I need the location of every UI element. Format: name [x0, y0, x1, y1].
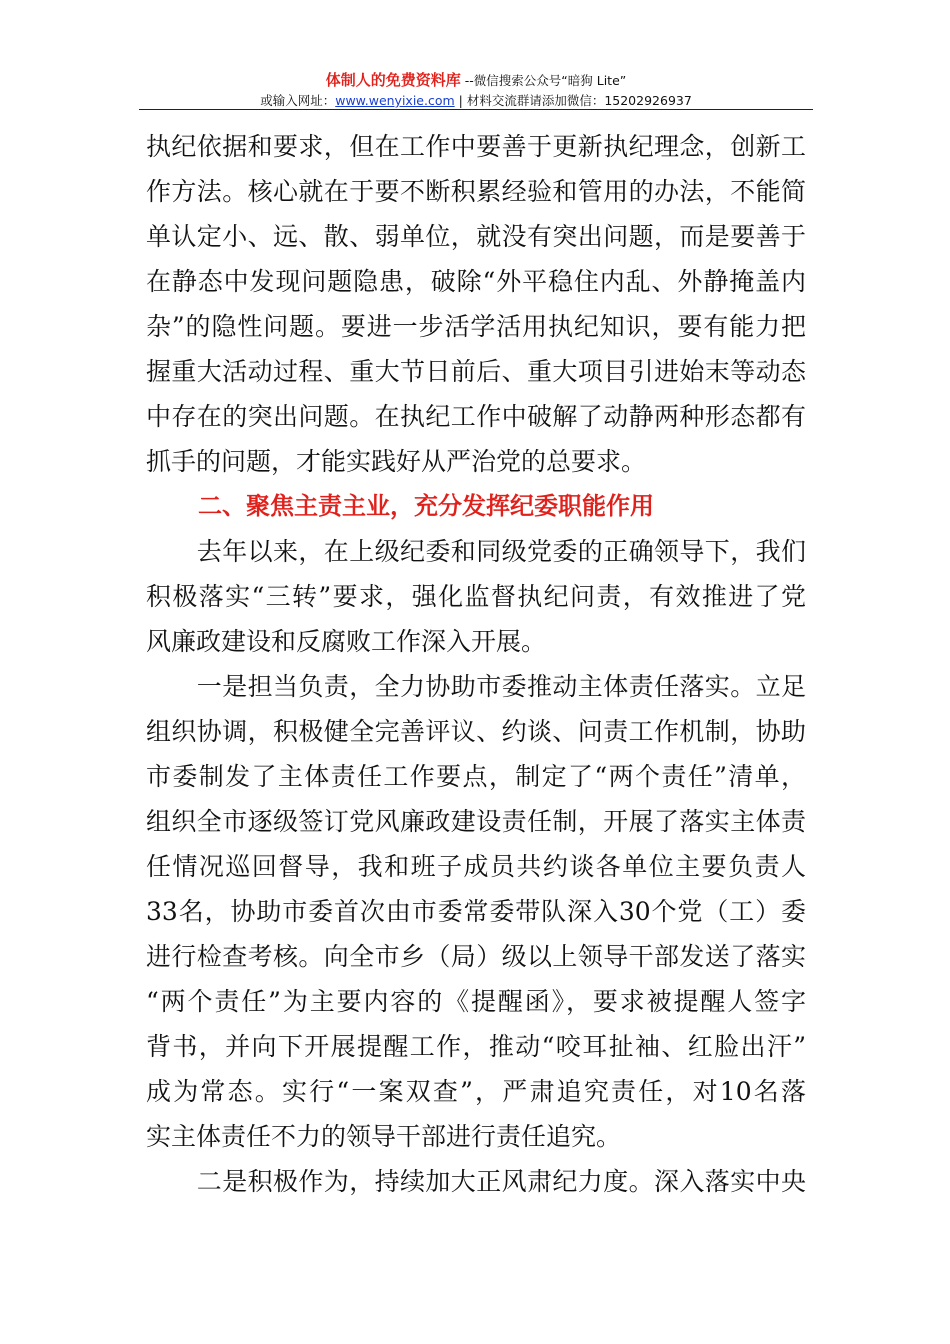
body-line: 握重大活动过程、重大节日前后、重大项目引进始末等动态	[146, 357, 806, 386]
body-line: 风廉政建设和反腐败工作深入开展。	[146, 627, 547, 656]
body-line: 一是担当负责，全力协助市委推动主体责任落实。立足	[146, 672, 806, 701]
body-line: 组织全市逐级签订党风廉政建设责任制，开展了落实主体责	[146, 807, 806, 836]
body-line: 中存在的突出问题。在执纪工作中破解了动静两种形态都有	[146, 402, 806, 431]
body-line: 执纪依据和要求，但在工作中要善于更新执纪理念，创新工	[146, 132, 806, 161]
header-title-rest: --微信搜索公众号“暗狗 Lite”	[460, 73, 627, 88]
body-line: 杂”的隐性问题。要进一步活学活用执纪知识，要有能力把	[146, 312, 806, 341]
body-line: 抓手的问题，才能实践好从严治党的总要求。	[146, 447, 647, 476]
body-line: 背书，并向下开展提醒工作，推动“咬耳扯袖、红脸出汗”	[146, 1032, 806, 1061]
header-url-link[interactable]: www.wenyixie.com	[335, 93, 455, 108]
body-line: 市委制发了主体责任工作要点，制定了“两个责任”清单，	[146, 762, 806, 791]
body-line: 积极落实“三转”要求，强化监督执纪问责，有效推进了党	[146, 582, 806, 611]
body-line: 作方法。核心就在于要不断积累经验和管用的办法，不能简	[146, 177, 806, 206]
body-line: 二是积极作为，持续加大正风肃纪力度。深入落实中央	[146, 1167, 806, 1196]
page-header	[139, 70, 813, 110]
body-line: 33名，协助市委首次由市委常委带队深入30个党（工）委	[146, 897, 806, 926]
body-line: 组织协调，积极健全完善评议、约谈、问责工作机制，协助	[146, 717, 806, 746]
header-wechat-info: | 材料交流群请添加微信：15202926937	[454, 93, 692, 108]
document-body	[146, 124, 806, 1204]
body-line: 实主体责任不力的领导干部进行责任追究。	[146, 1122, 622, 1151]
section-heading: 二、聚焦主责主业，充分发挥纪委职能作用	[198, 492, 654, 520]
body-line: “两个责任”为主要内容的《提醒函》，要求被提醒人签字	[146, 987, 806, 1016]
body-line: 进行检查考核。向全市乡（局）级以上领导干部发送了落实	[146, 942, 806, 971]
body-line: 去年以来，在上级纪委和同级党委的正确领导下，我们	[146, 537, 806, 566]
body-line: 成为常态。实行“一案双查”，严肃追究责任，对10名落	[146, 1077, 806, 1106]
header-subline	[139, 92, 813, 110]
header-divider	[139, 109, 813, 110]
header-url-prefix: 或输入网址：	[260, 93, 336, 108]
body-line: 单认定小、远、散、弱单位，就没有突出问题，而是要善于	[146, 222, 806, 251]
header-title-red: 体制人的免费资料库	[325, 71, 461, 89]
header-title	[139, 70, 813, 91]
body-line: 任情况巡回督导，我和班子成员共约谈各单位主要负责人	[146, 852, 806, 881]
body-line: 在静态中发现问题隐患，破除“外平稳住内乱、外静掩盖内	[146, 267, 806, 296]
